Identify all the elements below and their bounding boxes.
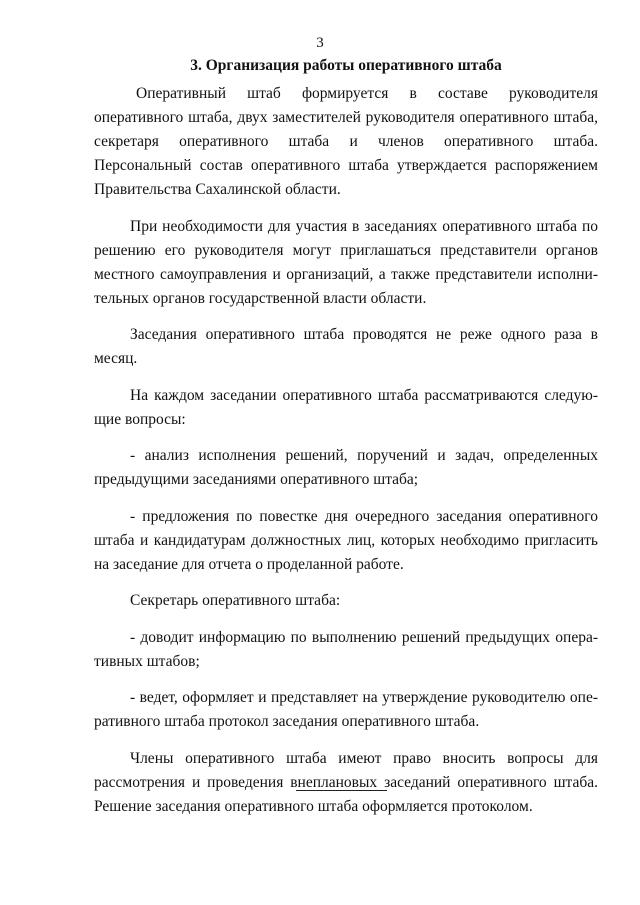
paragraph-agenda-intro: На каждом заседании оперативного штаба рассматриваются следующие вопросы: (94, 386, 598, 428)
closing-divider (296, 790, 387, 791)
paragraph-members-rights: Члены оперативного штаба имеют право вносить вопросы для рассмотрения и проведения внеплановых заседаний оперативного штаба. Решение заседания оперативного штаба оформляется протоколом. (94, 749, 598, 815)
list-item-agenda-proposals: - предложения по повестке дня очередного заседания оперативного штаба и кандидатурам должностных лиц, которых необходимо пригласить на заседание для отчета о проделанной работе. (94, 507, 598, 573)
list-item-agenda-analysis: - анализ исполнения решений, поручений и задач, определенных предыдущими заседаниями оперативного штаба; (94, 447, 598, 488)
document-body (94, 82, 598, 831)
paragraph-secretary-intro: Секретарь оперативного штаба: (130, 592, 341, 609)
list-item-secretary-protocol: - ведет, оформляет и представляет на утверждение руководителю оперативного штаба протокол заседания оперативного штаба. (94, 689, 598, 730)
paragraph-invited-representatives: При необходимости для участия в заседаниях оперативного штаба по решению его руководителя могут приглашаться представители органов местного самоуправления и организаций, а также представители исполнительных органов государственной власти области. (94, 217, 598, 307)
paragraph-composition: Оперативный штаб формируется в составе руководителя оперативного штаба, двух заместителей руководителя оперативного штаба, секретаря оперативного штаба и членов оперативного штаба. Персональный состав оперативного штаба утверждается распоряжением Правительства Сахалинской области. (94, 85, 598, 198)
list-item-secretary-informs: - доводит информацию по выполнению решений предыдущих оперативных штабов; (94, 628, 598, 670)
paragraph-meeting-frequency: Заседания оперативного штаба проводятся не реже одного раза в месяц. (94, 326, 598, 367)
section-heading: 3. Организация работы оперативного штаба (190, 57, 502, 74)
page-number: 3 (316, 35, 324, 51)
